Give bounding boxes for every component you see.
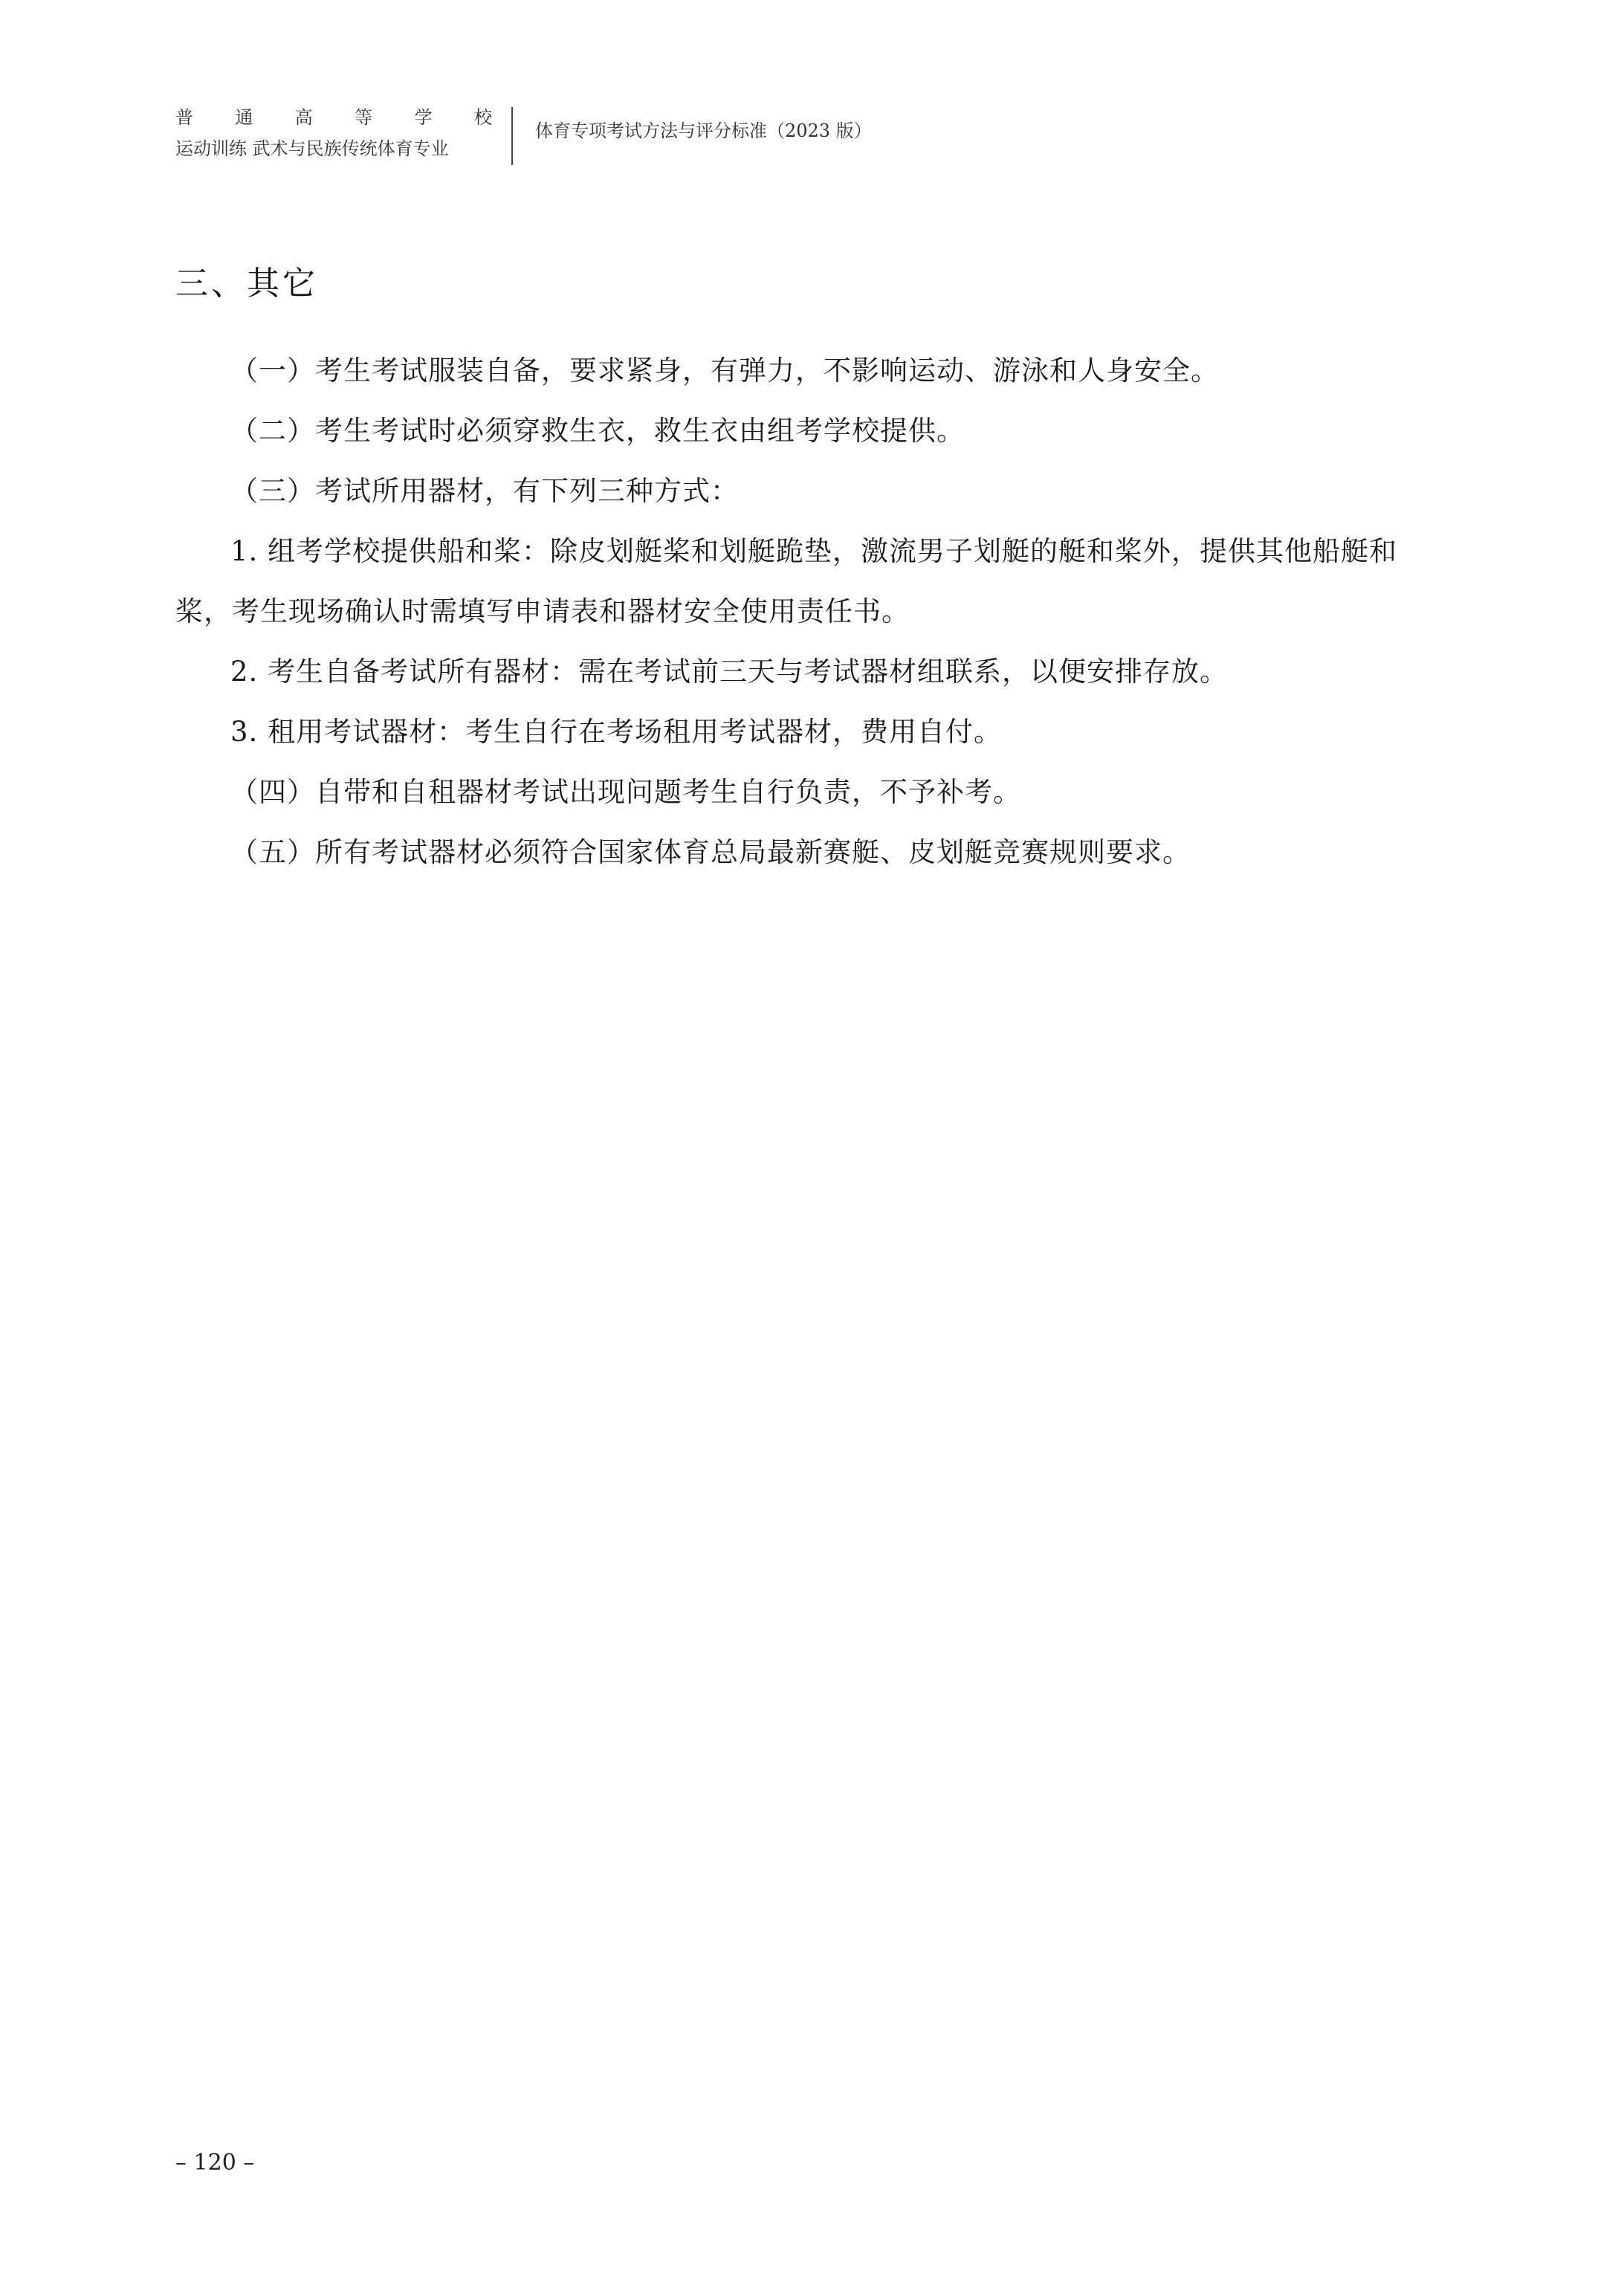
- paragraph-7: （四）自带和自租器材考试出现问题考生自行负责，不予补考。: [230, 776, 1021, 808]
- running-header: [175, 106, 1067, 172]
- header-school-char: 学: [414, 107, 433, 128]
- section-title: 三、其它: [175, 265, 318, 303]
- header-major: 运动训练 武术与民族传统体育专业: [175, 138, 449, 159]
- header-school-type: [175, 106, 492, 129]
- header-school-char: 通: [235, 107, 253, 128]
- paragraph-5: 2. 考生自备考试所有器材：需在考试前三天与考试器材组联系，以便安排存放。: [230, 656, 1229, 688]
- header-school-char: 高: [294, 107, 313, 128]
- header-school-char: 普: [175, 107, 193, 128]
- header-book-title: 体育专项考试方法与评分标准（2023 版）: [535, 120, 872, 141]
- header-school-char: 校: [473, 107, 492, 128]
- paragraph-4: 1. 组考学校提供船和桨：除皮划艇桨和划艇跪垫，激流男子划艇的艇和桨外，提供其他船艇和桨，考生现场确认时需填写申请表和器材安全使用责任书。: [175, 535, 1398, 627]
- paragraph-6: 3. 租用考试器材：考生自行在考场租用考试器材，费用自付。: [230, 716, 1003, 748]
- body-text: [175, 340, 1448, 882]
- paragraph-8: （五）所有考试器材必须符合国家体育总局最新赛艇、皮划艇竞赛规则要求。: [230, 836, 1191, 868]
- paragraph-1: （一）考生考试服装自备，要求紧身，有弹力，不影响运动、游泳和人身安全。: [230, 355, 1219, 387]
- header-divider: [511, 107, 513, 165]
- header-school-char: 等: [355, 107, 373, 128]
- header-left-block: [175, 106, 495, 161]
- page-number: – 120 –: [175, 2150, 255, 2176]
- paragraph-3: （三）考试所用器材，有下列三种方式：: [230, 475, 739, 507]
- paragraph-2: （二）考生考试时必须穿救生衣，救生衣由组考学校提供。: [230, 415, 965, 447]
